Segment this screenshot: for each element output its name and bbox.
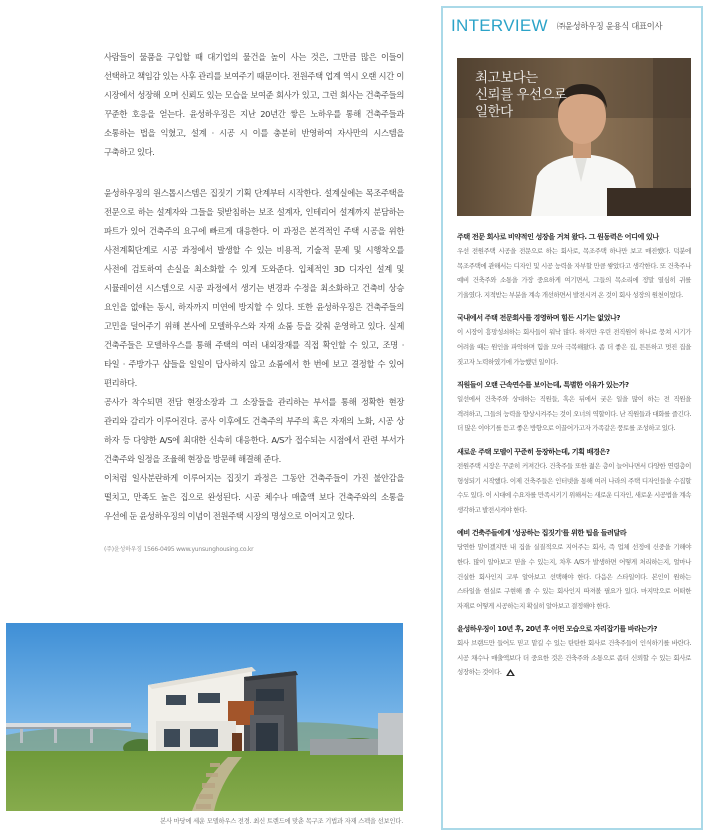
question: 주택 전문 회사로 비약적인 성장을 거쳐 왔다. 그 원동력은 어디에 있나 (457, 232, 659, 241)
question: 새로운 주택 모델이 꾸준히 등장하는데, 기획 배경은? (457, 446, 610, 456)
qa-item (457, 445, 691, 517)
answer: 전원주택 시장은 꾸준히 커져간다. 건축주들 또한 젊은 층이 늘어나면서 다양한 연령층이 형성되기 시작했다. 이제 건축주들은 인터넷을 통해 여러 나라의 주택 디자인들을 수집할 수도 있다. 이 시대에 수요자를 만족시키기 위해서는 새로운 디자인, 새로운 시공법을 계속 생각하고 발전시켜야 한다. (457, 461, 691, 514)
answer: 회사 브랜드만 들어도 믿고 맡길 수 있는 탄탄한 회사로 건축주들이 인식하기를 바란다. 시공 채수나 매출액보다 더 중요한 것은 건축주와 소통으로 좀더 신뢰할 수 있는 회사로 성장하는 것이다. (457, 639, 691, 677)
answer: 이 시장이 흥망성쇠하는 회사들이 워낙 많다. 하지만 우린 전직원이 하나로 뭉쳐 시기가 어려울 때는 원인을 파악하며 힘을 모아 극복해왔다. 좀 더 좋은 집, 튼튼하고 멋진 집을 짓고자 노력하였기에 가능했던 일이다. (457, 328, 691, 366)
article-paragraph: 이처럼 일사분란하게 이루어지는 집짓기 과정은 그동안 건축주들이 가진 불안감을 떨치고, 만족도 높은 집으로 완성된다. 시공 체수나 매출액 보다 건축주와의 소통을 우선에 둔 윤성하우징의 이념이 전원주택 시장의 명성으로 이어지고 있다. (104, 473, 404, 521)
company-credit: (주)윤성하우징 1566-0495 www.yunsunghousing.co.kr (104, 546, 254, 553)
interview-label: INTERVIEW (451, 16, 548, 35)
photo-caption: 본사 마당에 세운 모델하우스 전경. 최신 트렌드에 맞춘 목구조 기법과 자재 스펙을 선보인다. (160, 818, 403, 825)
question: 국내에서 주택 전문회사를 경영하며 힘든 시기는 없었나? (457, 313, 621, 323)
headline-line: 신뢰를 우선으로 (475, 87, 567, 103)
ceo-portrait (457, 58, 691, 216)
headline-line: 일한다 (475, 104, 513, 120)
article-paragraph: 공사가 착수되면 전담 현장소장과 그 소장들을 관리하는 부서를 통해 정확한 현장 관리와 감리가 이루어진다. 공사 이후에도 건축주의 부주의 혹은 자재의 노화, 시공 상 하자 등 다양한 A/S에 최대한 신속히 대응한다. A/S가 접수되는 시점에서 관련 부서가 건축주와 일정을 조율해 현장을 방문해 해결해 준다. (104, 397, 404, 464)
question: 예비 건축주들에게 '성공하는 집짓기'를 위한 팁을 들려달라 (457, 528, 627, 538)
answer: 우선 전원주택 시공을 전문으로 하는 회사로, 목조주택 하나만 보고 매진했다. 덕분에 목조주택에 관해서는 디자인 및 시공 능력을 자부할 만큼 쌓았다고 생각한다. 또 건축주나 예비 건축주와 소통을 가장 중요하게 여기면서, 그들의 목소리에 정말 열심히 귀를 기울였다. 지적받는 부분을 계속 개선하면서 발전시켜 온 것이 회사 성장의 원천이었다. (457, 247, 691, 299)
headline-line: 최고보다는 (475, 70, 538, 86)
qa-list (457, 230, 691, 689)
question: 직원들이 오랜 근속연수를 보이는데, 특별한 이유가 있는가? (457, 380, 629, 390)
answer-with-end-mark (457, 636, 691, 680)
article-body (104, 48, 404, 553)
triangle-logo-icon (506, 669, 515, 676)
portrait-headline (475, 70, 567, 121)
question: 윤성하우징이 10년 후, 20년 후 어떤 모습으로 자리잡기를 바라는가? (457, 624, 658, 634)
answer: 당연한 말이겠지만 내 집을 실질적으로 지어주는 회사, 즉 업체 선정에 신중을 기해야 한다. 많이 알아보고 믿을 수 있는지, 차후 A/S가 발생하면 어떻게 처리하는지, 얼마나 건실한 회사인지 고루 알아보고 선택해야 한다. 다음은 스타일이다. 본인이 원하는 스타일을 현실로 구현해 줄 수 있는 회사인지 따져볼 필요가 있다. 마지막으로 어떠한 자재로 어떻게 시공하는지 확실히 알아보고 결정해야 한다. (457, 543, 691, 610)
qa-item (457, 622, 691, 680)
qa-item (457, 230, 691, 302)
interviewee-name: ㈜윤성하우징 윤용식 대표이사 (556, 21, 663, 31)
article-paragraph: 사람들이 물품을 구입할 때 대기업의 물건을 높이 사는 것은, 그만큼 많은 이들이 선택하고 책임감 있는 사후 관리를 보여주기 때문이다. 전원주택 업계 역시 오랜 시간 이 시장에서 성장해 오며 신뢰도 있는 모습을 보여준 회사가 있고, 그런 회사는 건축주들의 꾸준한 호응을 얻는다. 윤성하우징은 지난 20년간 쌓은 노하우를 통해 건축주들과 소통하는 법을 익혔고, 설계 · 시공 시 이를 충분히 반영하여 자사만의 시스템을 구축하고 있다. (104, 52, 404, 157)
model-house-photo (6, 623, 403, 811)
qa-item (457, 526, 691, 613)
answer: 일선에서 건축주와 상대하는 직원들, 혹은 뒤에서 궂은 일을 많이 하는 전 직원을 격려하고, 그들의 능력을 향상시켜주는 것이 오너의 역할이다. 난 직원들과 대화를 즐긴다. 더 많은 이야기를 듣고 좋은 방향으로 이끌어가고자 가족같은 풍토를 조성하고 있다. (457, 395, 691, 433)
article-paragraph: 윤성하우징의 원스톱시스템은 집짓기 기획 단계부터 시작한다. 설계실에는 목조주택을 전문으로 하는 설계자와 그들을 뒷받침하는 보조 설계자, 인테리어 설계까지 분담하는 파트가 있어 건축주의 요구에 빠르게 대응한다. 이 과정은 본격적인 주택 시공을 위한 사전계획단계로 시공 과정에서 발생할 수 있는 비용적, 기술적 문제 및 시행착오를 사전에 검토하여 손실을 최소화할 수 있게 도와준다. 입체적인 3D 디자인 설계 및 시뮬레이션 시스템으로 시공 과정에서 생기는 변경과 수정을 최소화하고 건축비 상승 요인을 없애는 동시, 하자까지 미연에 방지할 수 있다. 또한 윤성하우징은 건축주들의 고민을 덜어주기 위해 본사에 모델하우스와 자재 쇼룸 등을 갖춰 운영하고 있다. 실제 건축주들은 모델하우스를 통해 주택의 여러 내외장재를 직접 확인할 수 있고, 조명 · 타일 · 주방가구 샵들을 일일이 답사하지 않고 쇼룸에서 한 번에 보고 결정할 수 있어 편리하다. (104, 188, 404, 388)
interview-box (441, 6, 703, 830)
interview-header (451, 16, 662, 36)
qa-item (457, 378, 691, 436)
qa-item (457, 311, 691, 369)
